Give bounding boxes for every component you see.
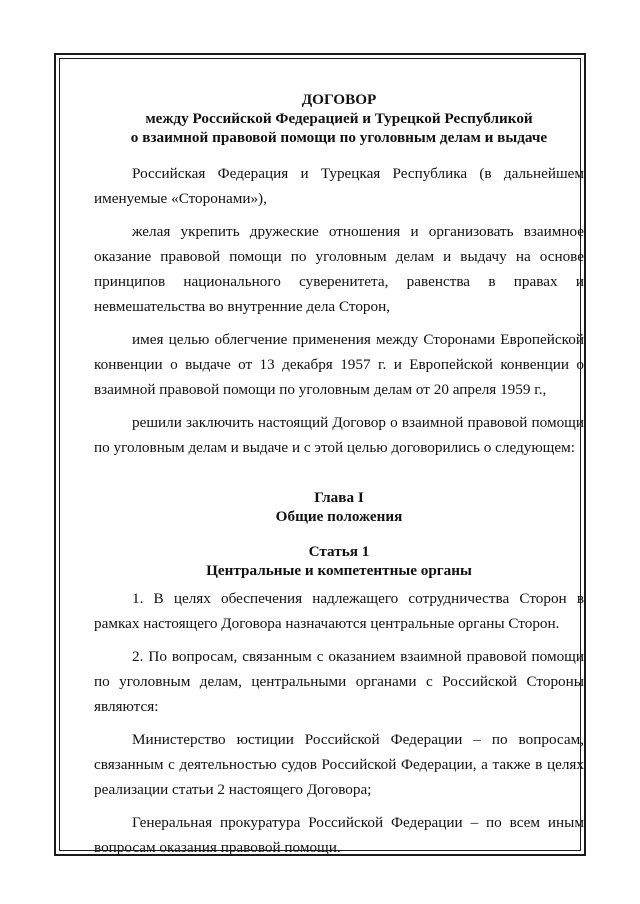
preamble-paragraph: желая укрепить дружеские отношения и организовать взаимное оказание правовой помощи по уголовным делам и выдачу на основе принципов национального суверенитета, равенства в правах и невмешательства во внутренние дела Сторон,	[94, 223, 584, 315]
article-paragraph: Министерство юстиции Российской Федерации – по вопросам, связанным с деятельностью судов Российской Федерации, а также в целях реализации статьи 2 настоящего Договора;	[94, 731, 584, 798]
chapter-heading	[94, 488, 584, 526]
preamble-paragraph: решили заключить настоящий Договор о взаимной правовой помощи по уголовным делам и выдаче и с этой целью договорились о следующем:	[94, 414, 584, 456]
chapter-title: Общие положения	[275, 508, 403, 525]
document-body	[94, 90, 584, 868]
article-paragraph: 2. По вопросам, связанным с оказанием взаимной правовой помощи по уголовным делам, центральными органами с Российской Стороны являются:	[94, 648, 584, 715]
document-title-block	[94, 90, 584, 147]
document-title: ДОГОВОР	[301, 91, 377, 108]
article-paragraph: 1. В целях обеспечения надлежащего сотрудничества Сторон в рамках настоящего Договора назначаются центральные органы Сторон.	[94, 590, 584, 632]
article-title: Центральные и компетентные органы	[206, 562, 472, 579]
preamble-paragraph: Российская Федерация и Турецкая Республика (в дальнейшем именуемые «Сторонами»),	[94, 165, 584, 207]
chapter-number: Глава I	[314, 489, 364, 506]
article-number: Статья 1	[308, 543, 370, 560]
document-subtitle-line2: о взаимной правовой помощи по уголовным делам и выдаче	[130, 129, 548, 146]
document-subtitle-line1: между Российской Федерацией и Турецкой Республикой	[145, 110, 533, 127]
article-heading	[94, 542, 584, 580]
preamble-paragraph: имея целью облегчение применения между Сторонами Европейской конвенции о выдаче от 13 декабря 1957 г. и Европейской конвенции о взаимной правовой помощи по уголовным делам от 20 апреля 1959 г.,	[94, 331, 584, 398]
article-paragraph: Генеральная прокуратура Российской Федерации – по всем иным вопросам оказания правовой помощи.	[94, 814, 584, 856]
